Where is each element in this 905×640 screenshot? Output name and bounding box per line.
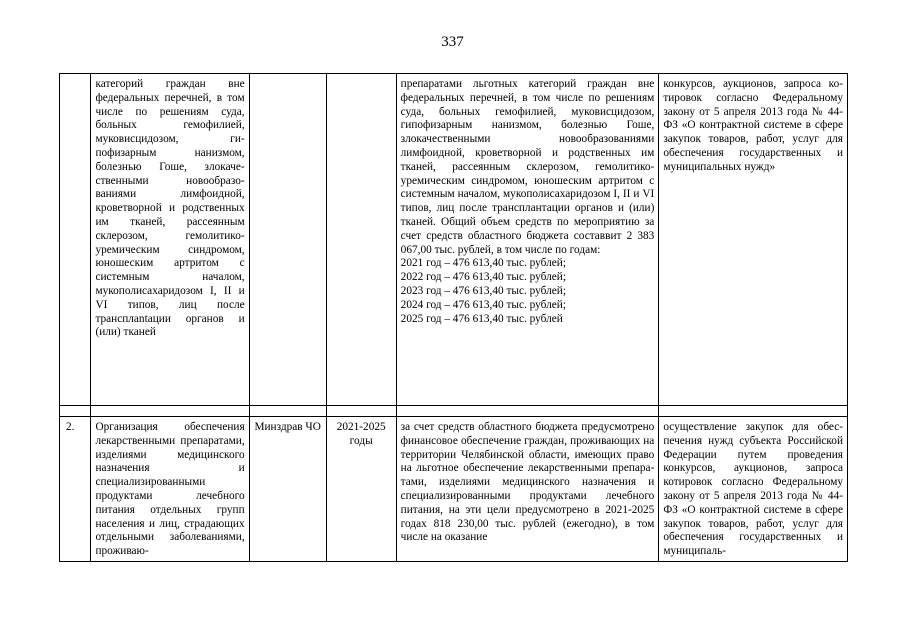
row-gap — [60, 406, 848, 417]
funding-text: препаратами льготных категорий граждан вне федеральных перечней, в том числе по решениям суда, больных гемофилией, муковисцидозом, гипофизарным нанизмом, болезнью Гоше, злокачественными новообразованиями лимфоидной, кроветворной и родственных им тканей, рассеянным склерозом, гемолитико-уремическим синдромом, юношеским артритом с системным началом, мукополисахаридозом I, II и VI типов, лиц после трансплантации органов и (или) тканей. Общий объем средств по мероприятию за счет средств областного бюджета составвит 2 383 067,00 тыс. рублей, в том числе по годам: — [400, 78, 655, 256]
executor-cell — [249, 74, 326, 406]
expected-result-cell: конкурсов, аукционов, запроса котировок согласно Федеральному закону от 5 апреля 2013 года № 44-ФЗ «О контрактной системе в сфере закупок товаров, работ, услуг для обеспечения государственных и муниципальных нужд» — [659, 74, 848, 406]
row-number-cell: 2. — [60, 417, 91, 562]
period-cell — [326, 74, 396, 406]
measure-description-cell: категорий граждан вне федеральных перечней, в том числе по решениям суда, больных гемофилией, муковисцидозом, гипофизарным нанизмом, болезнью Гоше, злокачественными новообразованиями лимфоидной, кроветворной и родственных им тканей, рассеянным склерозом, гемолитико-уремическим синдромом, юношеским артритом с системным началом, мукополисахаридозом I, II и VI типов, лиц после трансплantaции органов и (или) тканей — [91, 74, 249, 406]
expected-result-cell: осуществление закупок для обеспечения нужд субъекта Российской Федерации путем проведения конкурсов, аукционов, запроса котировок согласно Федеральному закону от 5 апреля 2013 года № 44-ФЗ «О контрактной системе в сфере закупок товаров, работ, услуг для обеспечения государственных и муниципаль- — [659, 417, 848, 562]
period-cell: 2021-2025 годы — [326, 417, 396, 562]
row-number-cell — [60, 74, 91, 406]
funding-cell — [396, 74, 659, 406]
funding-year-line: 2022 год – 476 613,40 тыс. рублей; — [400, 271, 566, 284]
funding-year-line: 2023 год – 476 613,40 тыс. рублей; — [400, 284, 566, 297]
program-measures-table — [59, 73, 848, 562]
executor-cell: Минздрав ЧО — [249, 417, 326, 562]
funding-cell: за счет средств областного бюджета предусмотрено финансовое обеспечение граждан, проживающих на территории Челябинской области, имеющих право на льготное обеспечение лекарственными препаратами, изделиями медицинского назначения и специализированными продуктами лечебного питания, на эти цели предусмотрено в 2021-2025 годах 818 230,00 тыс. рублей (ежегодно), в том числе на оказание — [396, 417, 659, 562]
measure-description-cell: Организация обеспечения лекарственными препаратами, изделиями медицинского назначения и специализированными продуктами лечебного питания отдельных групп населения и лиц, страдающих отдельными заболеваниями, проживаю- — [91, 417, 249, 562]
funding-year-line: 2025 год – 476 613,40 тыс. рублей — [400, 312, 563, 325]
funding-year-line: 2024 год – 476 613,40 тыс. рублей; — [400, 298, 566, 311]
table-row — [60, 74, 848, 406]
table-row — [60, 417, 848, 562]
funding-year-line: 2021 год – 476 613,40 тыс. рублей; — [400, 257, 566, 270]
page-number: 337 — [441, 34, 464, 50]
